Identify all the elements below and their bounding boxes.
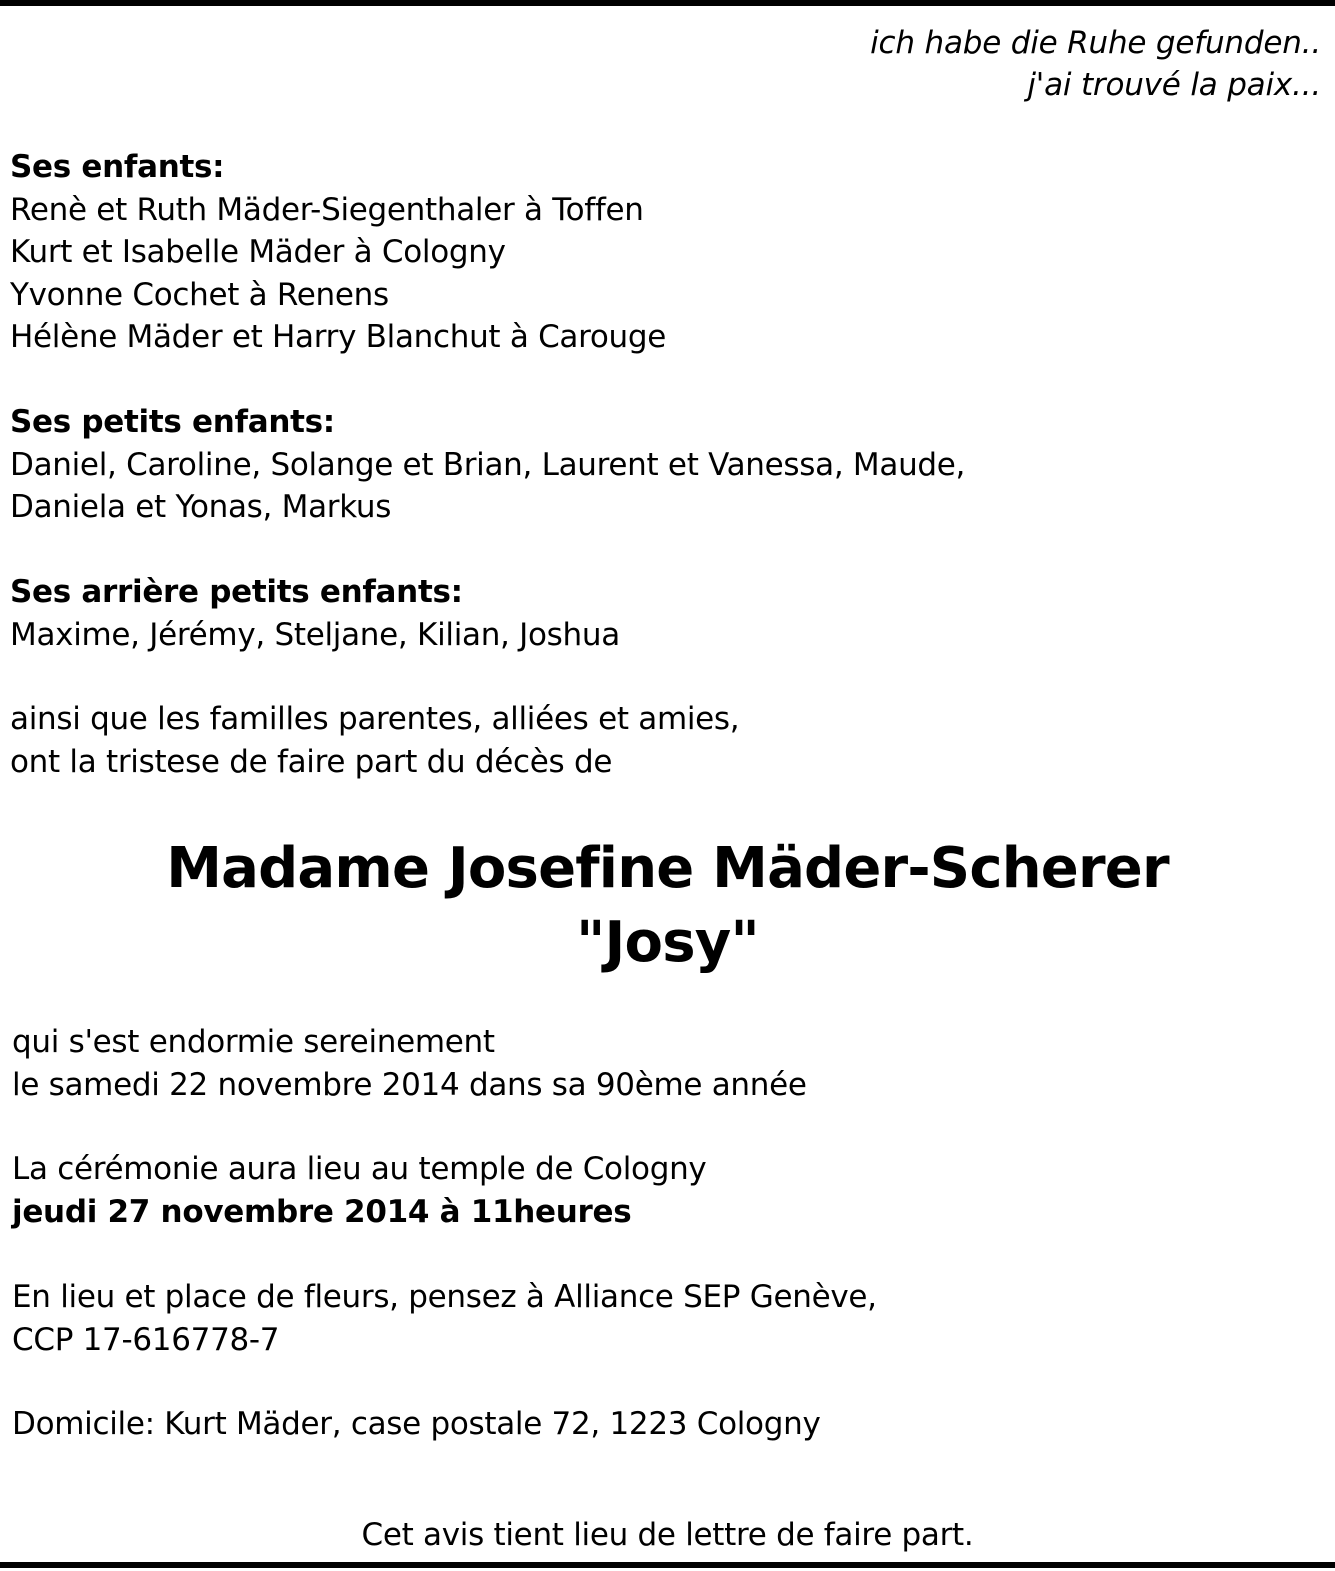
passing-line: qui s'est endormie sereinement <box>12 1024 495 1060</box>
domicile-line: Domicile: Kurt Mäder, case postale 72, 1223 Cologny <box>12 1406 821 1442</box>
grandchildren-line: Daniel, Caroline, Solange et Brian, Laurent et Vanessa, Maude, <box>10 446 966 483</box>
deceased-name-block <box>0 832 1335 980</box>
great-grandchildren-heading: Ses arrière petits enfants: <box>10 574 463 610</box>
grandchildren-section <box>10 401 965 529</box>
grandchildren-heading: Ses petits enfants: <box>10 404 335 440</box>
child-item: Hélène Mäder et Harry Blanchut à Carouge <box>10 319 667 355</box>
motto-french: j'ai trouvé la paix... <box>1027 67 1321 103</box>
children-section <box>10 146 666 359</box>
grandchildren-line: Daniela et Yonas, Markus <box>10 489 392 525</box>
child-item: Yvonne Cochet à Renens <box>10 276 389 313</box>
donation-section <box>12 1276 877 1361</box>
motto <box>870 22 1321 106</box>
announcement-line: ainsi que les familles parentes, alliées et amies, <box>10 701 740 737</box>
passing-section <box>12 1021 807 1106</box>
great-grandchildren-line: Maxime, Jérémy, Steljane, Kilian, Joshua <box>10 616 620 653</box>
ceremony-date: jeudi 27 novembre 2014 à 11heures <box>12 1193 632 1230</box>
great-grandchildren-section <box>10 571 620 656</box>
motto-german: ich habe die Ruhe gefunden.. <box>870 25 1321 61</box>
deceased-nickname: "Josy" <box>576 910 759 975</box>
donation-line: En lieu et place de fleurs, pensez à Alliance SEP Genève, <box>12 1279 877 1315</box>
child-item: Kurt et Isabelle Mäder à Cologny <box>10 234 506 270</box>
top-border-rule <box>0 0 1335 6</box>
children-heading: Ses enfants: <box>10 149 225 185</box>
domicile-section <box>12 1403 821 1446</box>
bottom-border-rule <box>0 1562 1335 1568</box>
ceremony-line: La cérémonie aura lieu au temple de Cologny <box>12 1151 707 1187</box>
announcement-section <box>10 698 739 783</box>
child-item: Renè et Ruth Mäder-Siegenthaler à Toffen <box>10 191 644 228</box>
passing-line: le samedi 22 novembre 2014 dans sa 90ème année <box>12 1066 807 1103</box>
ceremony-section <box>12 1148 706 1233</box>
announcement-line: ont la tristese de faire part du décès de <box>10 743 613 780</box>
closing-note: Cet avis tient lieu de lettre de faire part. <box>361 1517 974 1553</box>
donation-account: CCP 17-616778-7 <box>12 1321 280 1358</box>
deceased-name: Madame Josefine Mäder-Scherer <box>166 836 1169 901</box>
